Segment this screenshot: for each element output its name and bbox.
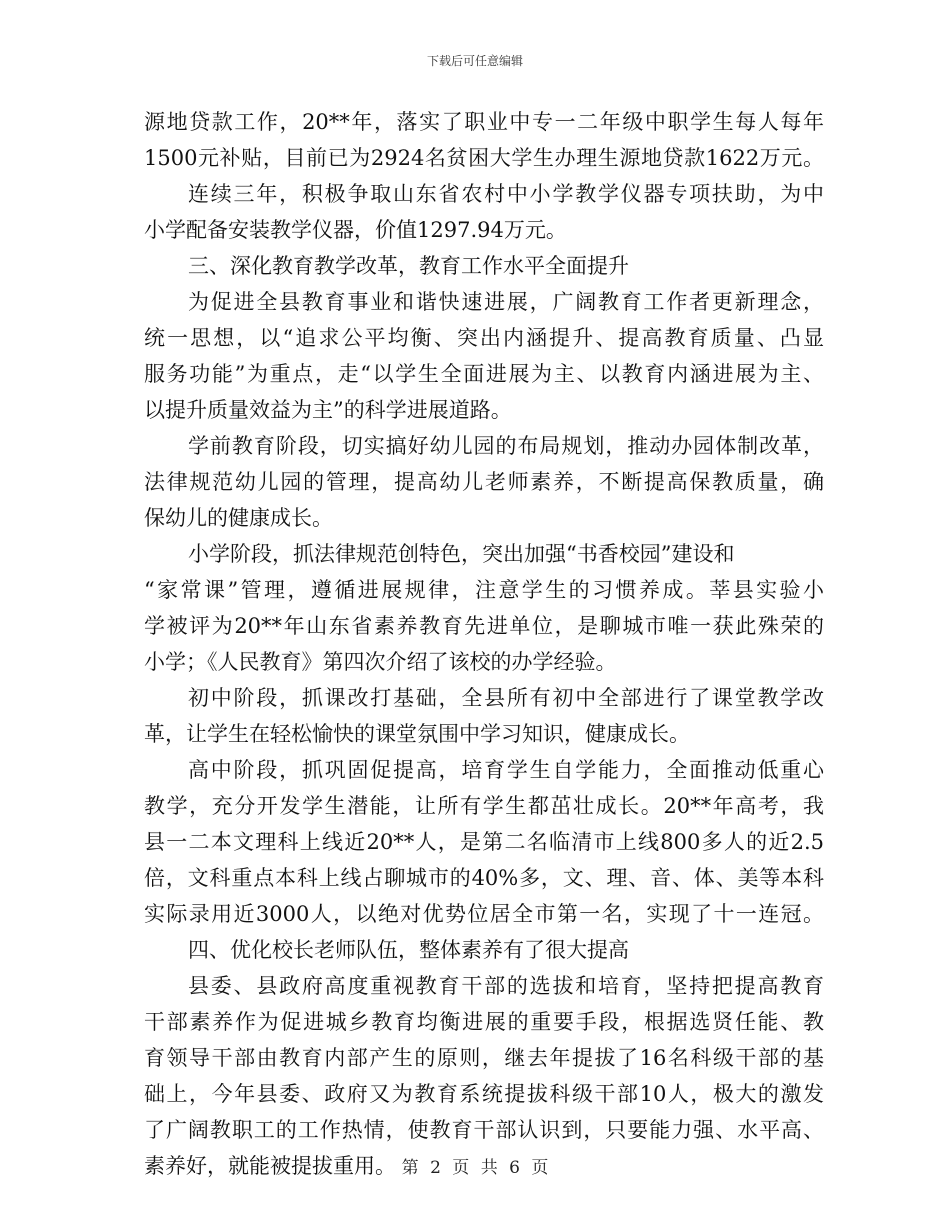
text-line: 础上，今年县委、政府又为教育系统提拔科级干部10人，极大的激发 [144,1082,824,1106]
text-line: 教学，充分开发学生潜能，让所有学生都茁壮成长。20**年高考，我 [144,794,824,818]
text-line: 小学配备安装教学仪器，价值1297.94万元。 [144,218,567,242]
text-line: 以提升质量效益为主”的科学进展道路。 [144,398,512,422]
section-heading: 三、深化教育教学改革，教育工作水平全面提升 [188,254,629,278]
text-line: 为促进全县教育事业和谐快速进展，广阔教育工作者更新理念， [188,290,824,314]
text-line: 小学阶段，抓法律规范创特色，突出加强“书香校园”建设和 [188,542,735,566]
text-line: 初中阶段，抓课改打基础，全县所有初中全部进行了课堂教学改 [188,686,824,710]
text-line: 倍，文科重点本科上线占聊城市的40%多，文、理、音、体、美等本科 [144,866,824,890]
text-line: “家常课”管理，遵循进展规律，注意学生的习惯养成。莘县实验小 [144,578,824,602]
text-line: 学被评为20**年山东省素养教育先进单位，是聊城市唯一获此殊荣的 [144,614,824,638]
text-line: 县一二本文理科上线近20**人，是第二名临清市上线800多人的近2.5 [144,830,824,854]
text-line: 高中阶段，抓巩固促提高，培育学生自学能力，全面推动低重心 [188,758,824,782]
text-line: 了广阔教职工的工作热情，使教育干部认识到，只要能力强、水平高、 [144,1118,824,1142]
text-line: 统一思想，以“追求公平均衡、突出内涵提升、提高教育质量、凸显 [144,326,824,350]
text-line: 干部素养作为促进城乡教育均衡进展的重要手段，根据选贤任能、教 [144,1010,824,1034]
text-line: 服务功能”为重点，走“以学生全面进展为主、以教育内涵进展为主、 [144,362,824,386]
document-body [144,104,824,1184]
text-line: 育领导干部由教育内部产生的原则，继去年提拔了16名科级干部的基 [144,1046,824,1070]
text-line: 小学；《人民教育》第四次介绍了该校的办学经验。 [144,650,617,674]
text-line: 实际录用近3000人，以绝对优势位居全市第一名，实现了十一连冠。 [144,902,824,926]
section-heading: 四、优化校长老师队伍，整体素养有了很大提高 [188,938,629,962]
text-line: 素养好，就能被提拔重用。 [144,1154,396,1178]
text-line: 革，让学生在轻松愉快的课堂氛围中学习知识，健康成长。 [144,722,690,746]
text-line: 县委、县政府高度重视教育干部的选拔和培育，坚持把提高教育 [188,974,824,998]
text-line: 连续三年，积极争取山东省农村中小学教学仪器专项扶助，为中 [188,182,824,206]
text-line: 学前教育阶段，切实搞好幼儿园的布局规划，推动办园体制改革， [188,434,824,458]
text-line: 保幼儿的健康成长。 [144,506,333,530]
text-line: 法律规范幼儿园的管理，提高幼儿老师素养，不断提高保教质量，确 [144,470,824,494]
text-line: 源地贷款工作，20**年，落实了职业中专一二年级中职学生每人每年 [144,110,824,134]
page-header: 下载后可任意编辑 [426,54,523,68]
text-line: 1500元补贴，目前已为2924名贫困大学生办理生源地贷款1622万元。 [144,146,824,170]
page-number-footer: 第 2 页 共 6 页 [401,1158,549,1178]
